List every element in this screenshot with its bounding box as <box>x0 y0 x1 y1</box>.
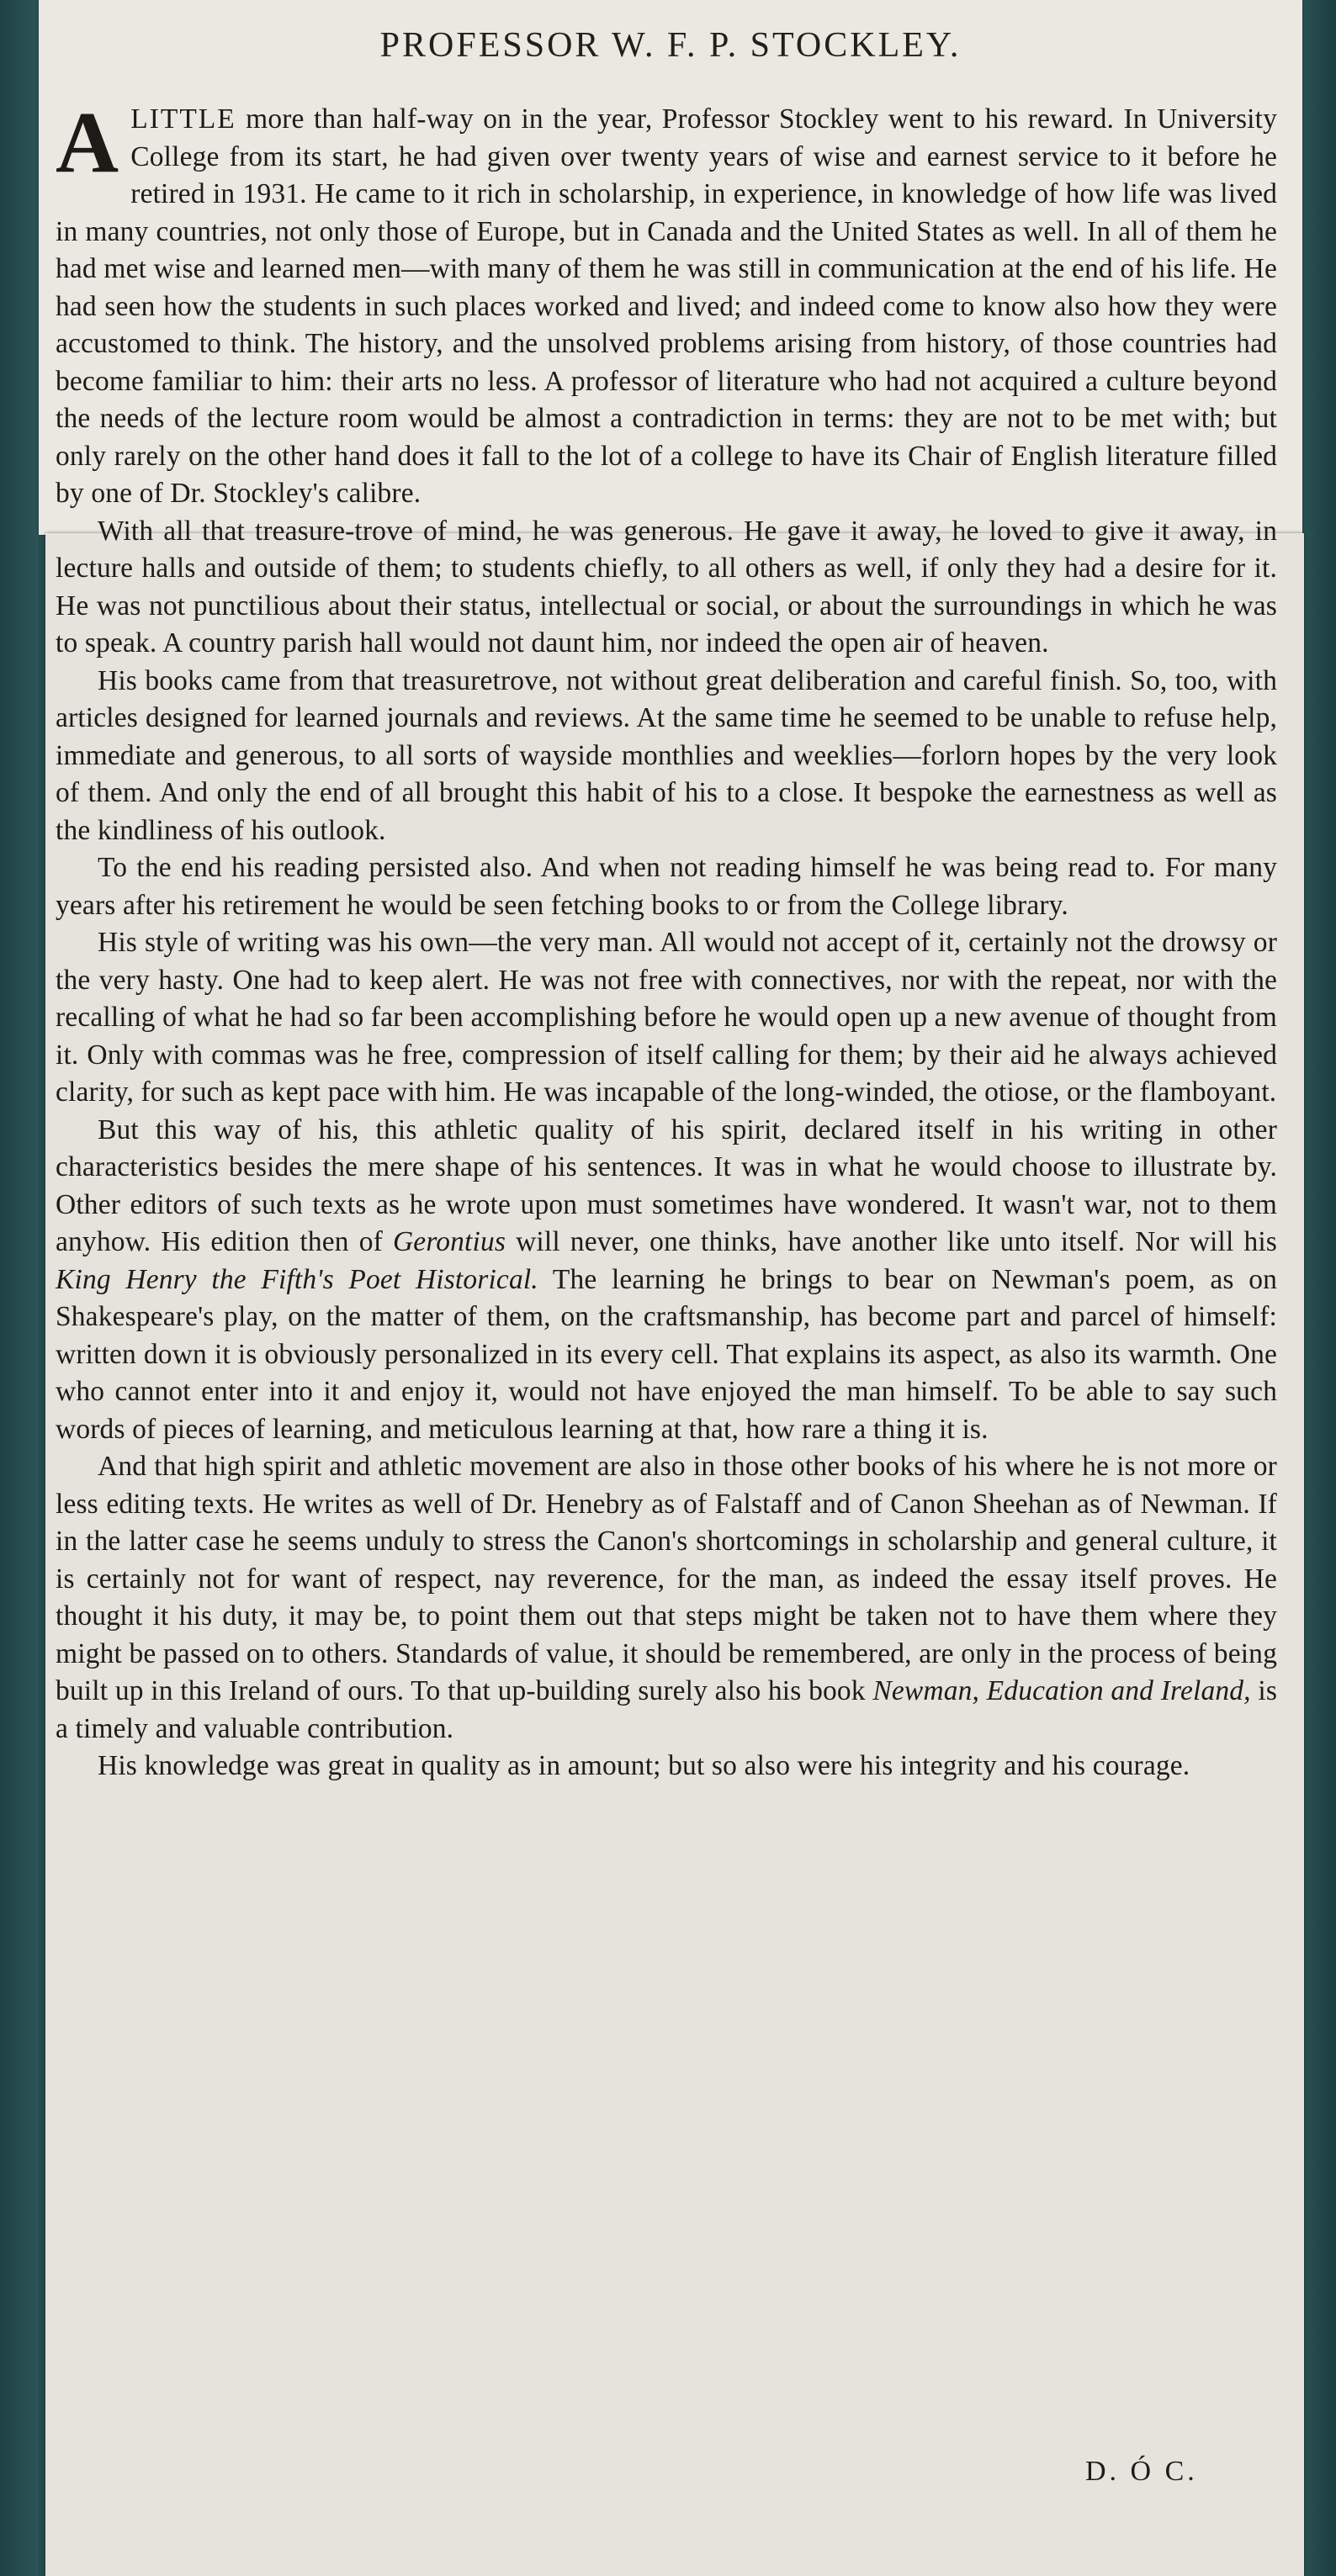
backdrop-right <box>1302 0 1336 2576</box>
author-signature: D. Ó C. <box>1085 2456 1198 2487</box>
book-title-king-henry: King Henry the Fifth's Poet Historical. <box>56 1263 538 1295</box>
book-title-gerontius: Gerontius <box>392 1226 506 1257</box>
paragraph-5: His style of writing was his own—the very man. All would not accept of it, certainly not the drowsy or the very hasty. One had to keep alert. He was not free with connectives, nor with the repeat, nor with the recalling of what he had so far been accomplishing before he would open up a new avenue of thought from it. Only with commas was he free, compression of itself calling for them; by their aid he always achieved clarity, for such as kept pace with him. He was incapable of the long-winded, the otiose, or the flamboyant. <box>56 927 1277 1108</box>
paragraph-8: His knowledge was great in quality as in amount; but so also were his integrity and his courage. <box>98 1750 1190 1781</box>
paragraph-1 <box>56 94 1277 513</box>
article-title: PROFESSOR W. F. P. STOCKLEY. <box>379 26 962 65</box>
lead-word: LITTLE <box>130 103 236 135</box>
book-title-newman-education: Newman, Education and Ireland, <box>872 1675 1251 1706</box>
paragraph-1-text: more than half-way on in the year, Professor Stockley went to his reward. In University College from its start, he had given over twenty years of wise and earnest service to it before he retired in 1931. He came to it rich in scholarship, in experience, in knowledge of how life was lived in many countries, not only those of Europe, but in Canada and the United States as well. In all of them he had met wise and learned men—with many of them he was still in communication at the end of his life. He had seen how the students in such places worked and lived; and indeed come to know also how they were accustomed to think. The history, and the unsolved problems arising from history, of those countries had become familiar to him: their arts no less. A professor of literature who had not acquired a culture beyond the needs of the lecture room would be almost a contradiction in terms: they are not to be met with; but only rarely on the other hand does it fall to the lot of a college to have its Chair of English literature filled by one of Dr. Stockley's calibre. <box>56 103 1277 509</box>
paragraph-4: To the end his reading persisted also. And when not reading himself he was being read to. For many years after his retirement he would be seen fetching books to or from the College library. <box>56 852 1277 921</box>
paragraph-7-text-a: And that high spirit and athletic movement are also in those other books of his where he is not more or less editing texts. He writes as well of Dr. Henebry as of Falstaff and of Canon Sheehan as of Newman. If in the latter case he seems unduly to stress the Canon's shortcomings in scholarship and general culture, it is certainly not for want of respect, nay reverence, for the man, as indeed the essay itself proves. He thought it his duty, it may be, to point them out that steps might be taken not to have them where they might be passed on to others. Standards of value, it should be remembered, are only in the process of being built up in this Ireland of ours. To that up-building surely also his book <box>56 1451 1277 1706</box>
paragraph-3: His books came from that treasuretrove, not without great deliberation and careful finish. So, too, with articles designed for learned journals and reviews. At the same time he seemed to be unable to refuse help, immediate and generous, to all sorts of wayside monthlies and weeklies—forlorn hopes by the very look of them. And only the end of all brought this habit of his to a close. It bespoke the earnestness as well as the kindliness of his outlook. <box>56 664 1277 846</box>
paragraph-6-text-a: But this way of his, this athletic quality of his spirit, declared itself in his writing in other characteristics besides the mere shape of his sentences. It was in what he would choose to illustrate by. Other editors of such texts as he wrote upon must sometimes have wondered. It wasn't war, not to them anyhow. His edition then of <box>56 1113 1277 1257</box>
paragraph-7 <box>56 1448 1277 1748</box>
paragraph-6-text-c: The learning he brings to bear on Newman's poem, as on Shakespeare's play, on the matter of them, on the craftsmanship, has become part and parcel of himself: written down it is obviously personalized in its every cell. That explains its aspect, as also its warmth. One who cannot enter into it and enjoy it, would not have enjoyed the man himself. To be able to say such words of pieces of learning, and meticulous learning at that, how rare a thing it is. <box>56 1263 1277 1445</box>
paragraph-7-text-b: is a timely and valuable contribution. <box>56 1675 1278 1744</box>
backdrop-left <box>0 0 39 2576</box>
paragraph-6-text-b: will never, one thinks, have another like unto itself. Nor will his <box>506 1226 1277 1257</box>
article-body <box>56 94 1278 1785</box>
drop-cap: A <box>56 94 119 191</box>
paragraph-2: With all that treasure-trove of mind, he was generous. He gave it away, he loved to give it away, in lecture halls and outside of them; to students chiefly, to all others as well, if only they had a desire for it. He was not punctilious about their status, intellectual or social, or about the surroundings in which he was to speak. A country parish hall would not daunt him, nor indeed the open air of heaven. <box>56 515 1277 659</box>
paragraph-6 <box>56 1112 1277 1449</box>
